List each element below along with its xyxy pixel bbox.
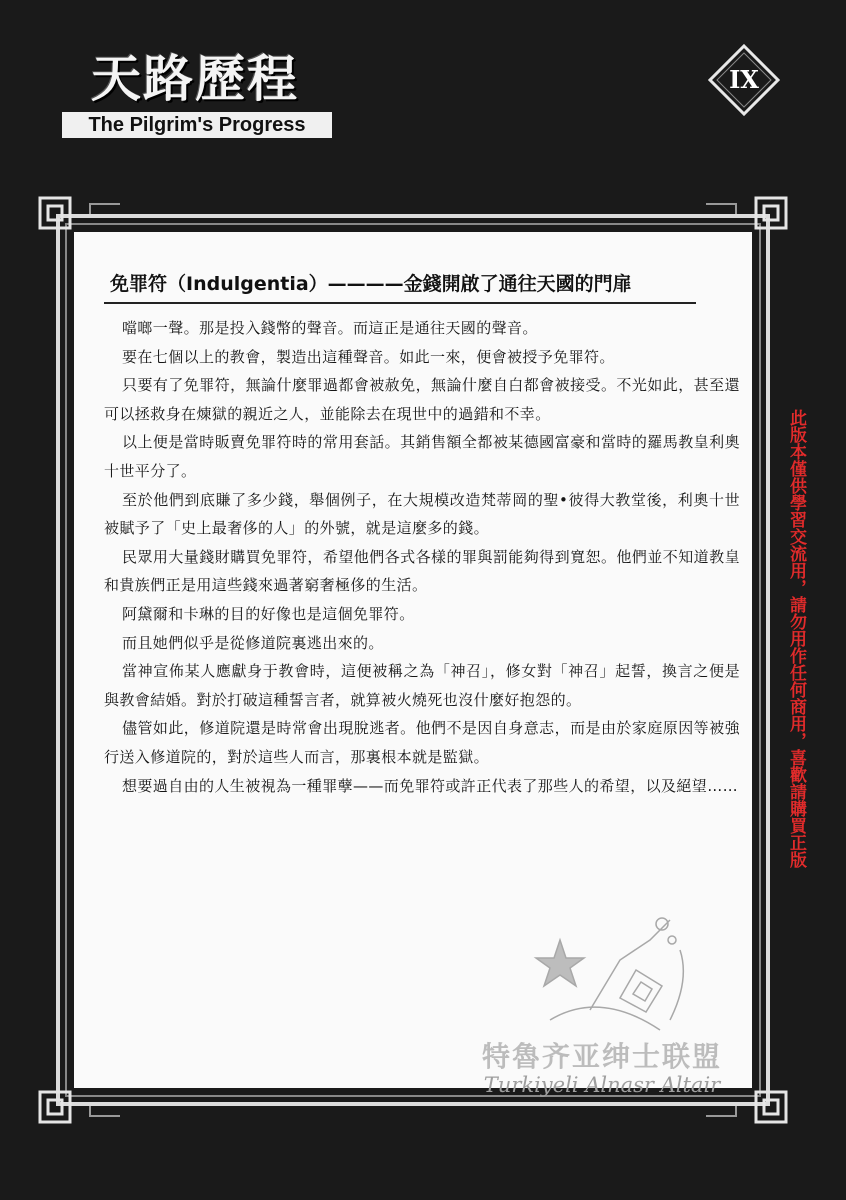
paragraph: 想要過自由的人生被視為一種罪孽——而免罪符或許正代表了那些人的希望，以及絕望…… xyxy=(122,776,739,795)
chapter-number: IX xyxy=(729,65,759,94)
paragraph: 民眾用大量錢財購買免罪符，希望他們各式各樣的罪與罰能夠得到寬恕。他們並不知道教皇和貴族們正是用這些錢來過著窮奢極侈的生活。 xyxy=(104,547,740,595)
article-heading: 免罪符（Indulgentia）————金錢開啟了通往天國的門扉 xyxy=(110,273,632,295)
starburst-icon xyxy=(440,900,760,1040)
paragraph: 至於他們到底賺了多少錢，舉個例子，在大規模改造梵蒂岡的聖•彼得大教堂後，利奧十世被賦予了「史上最奢侈的人」的外號，就是這麼多的錢。 xyxy=(104,490,740,538)
paragraph: 儘管如此，修道院還是時常會出現脫逃者。他們不是因自身意志，而是由於家庭原因等被強行送入修道院的，對於這些人而言，那裏根本就是監獄。 xyxy=(104,719,740,766)
paragraph: 以上便是當時販賣免罪符時的常用套話。其銷售額全都被某德國富豪和當時的羅馬教皇利奧十世平分了。 xyxy=(104,433,740,480)
group-watermark xyxy=(440,900,760,1100)
watermark-title-en: Turkiyeli Alnasr Altair xyxy=(483,1073,721,1097)
paragraph: 當神宣佈某人應獻身于教會時，這便被稱之為「神召」，修女對「神召」起誓，換言之便是與教會結婚。對於打破這種誓言者，就算被火燒死也沒什麼好抱怨的。 xyxy=(104,662,740,709)
logo-title-en: The Pilgrim's Progress xyxy=(62,112,332,138)
paragraph: 只要有了免罪符，無論什麼罪過都會被赦免，無論什麼自白都會被接受。不光如此，甚至還可以拯救身在煉獄的親近之人，並能除去在現世中的過錯和不幸。 xyxy=(104,376,740,423)
logo-title-zh: 天路歷程 xyxy=(91,49,299,108)
paragraph: 而且她們似乎是從修道院裏逃出來的。 xyxy=(122,633,384,652)
paragraph: 阿黛爾和卡琳的目的好像也是這個免罪符。 xyxy=(122,604,415,623)
heading-divider xyxy=(104,302,696,304)
article-body xyxy=(104,314,740,800)
paragraph: 噹啷一聲。那是投入錢幣的聲音。而這正是通往天國的聲音。 xyxy=(122,319,538,337)
copyright-note: 此版本僅供學習交流用，請勿用作任何商用，喜歡請購買正版 xyxy=(786,408,806,868)
watermark-title-zh: 特魯齐亚绅士联盟 xyxy=(481,1040,722,1073)
paragraph: 要在七個以上的教會，製造出這種聲音。如此一來，便會被授予免罪符。 xyxy=(122,347,615,366)
